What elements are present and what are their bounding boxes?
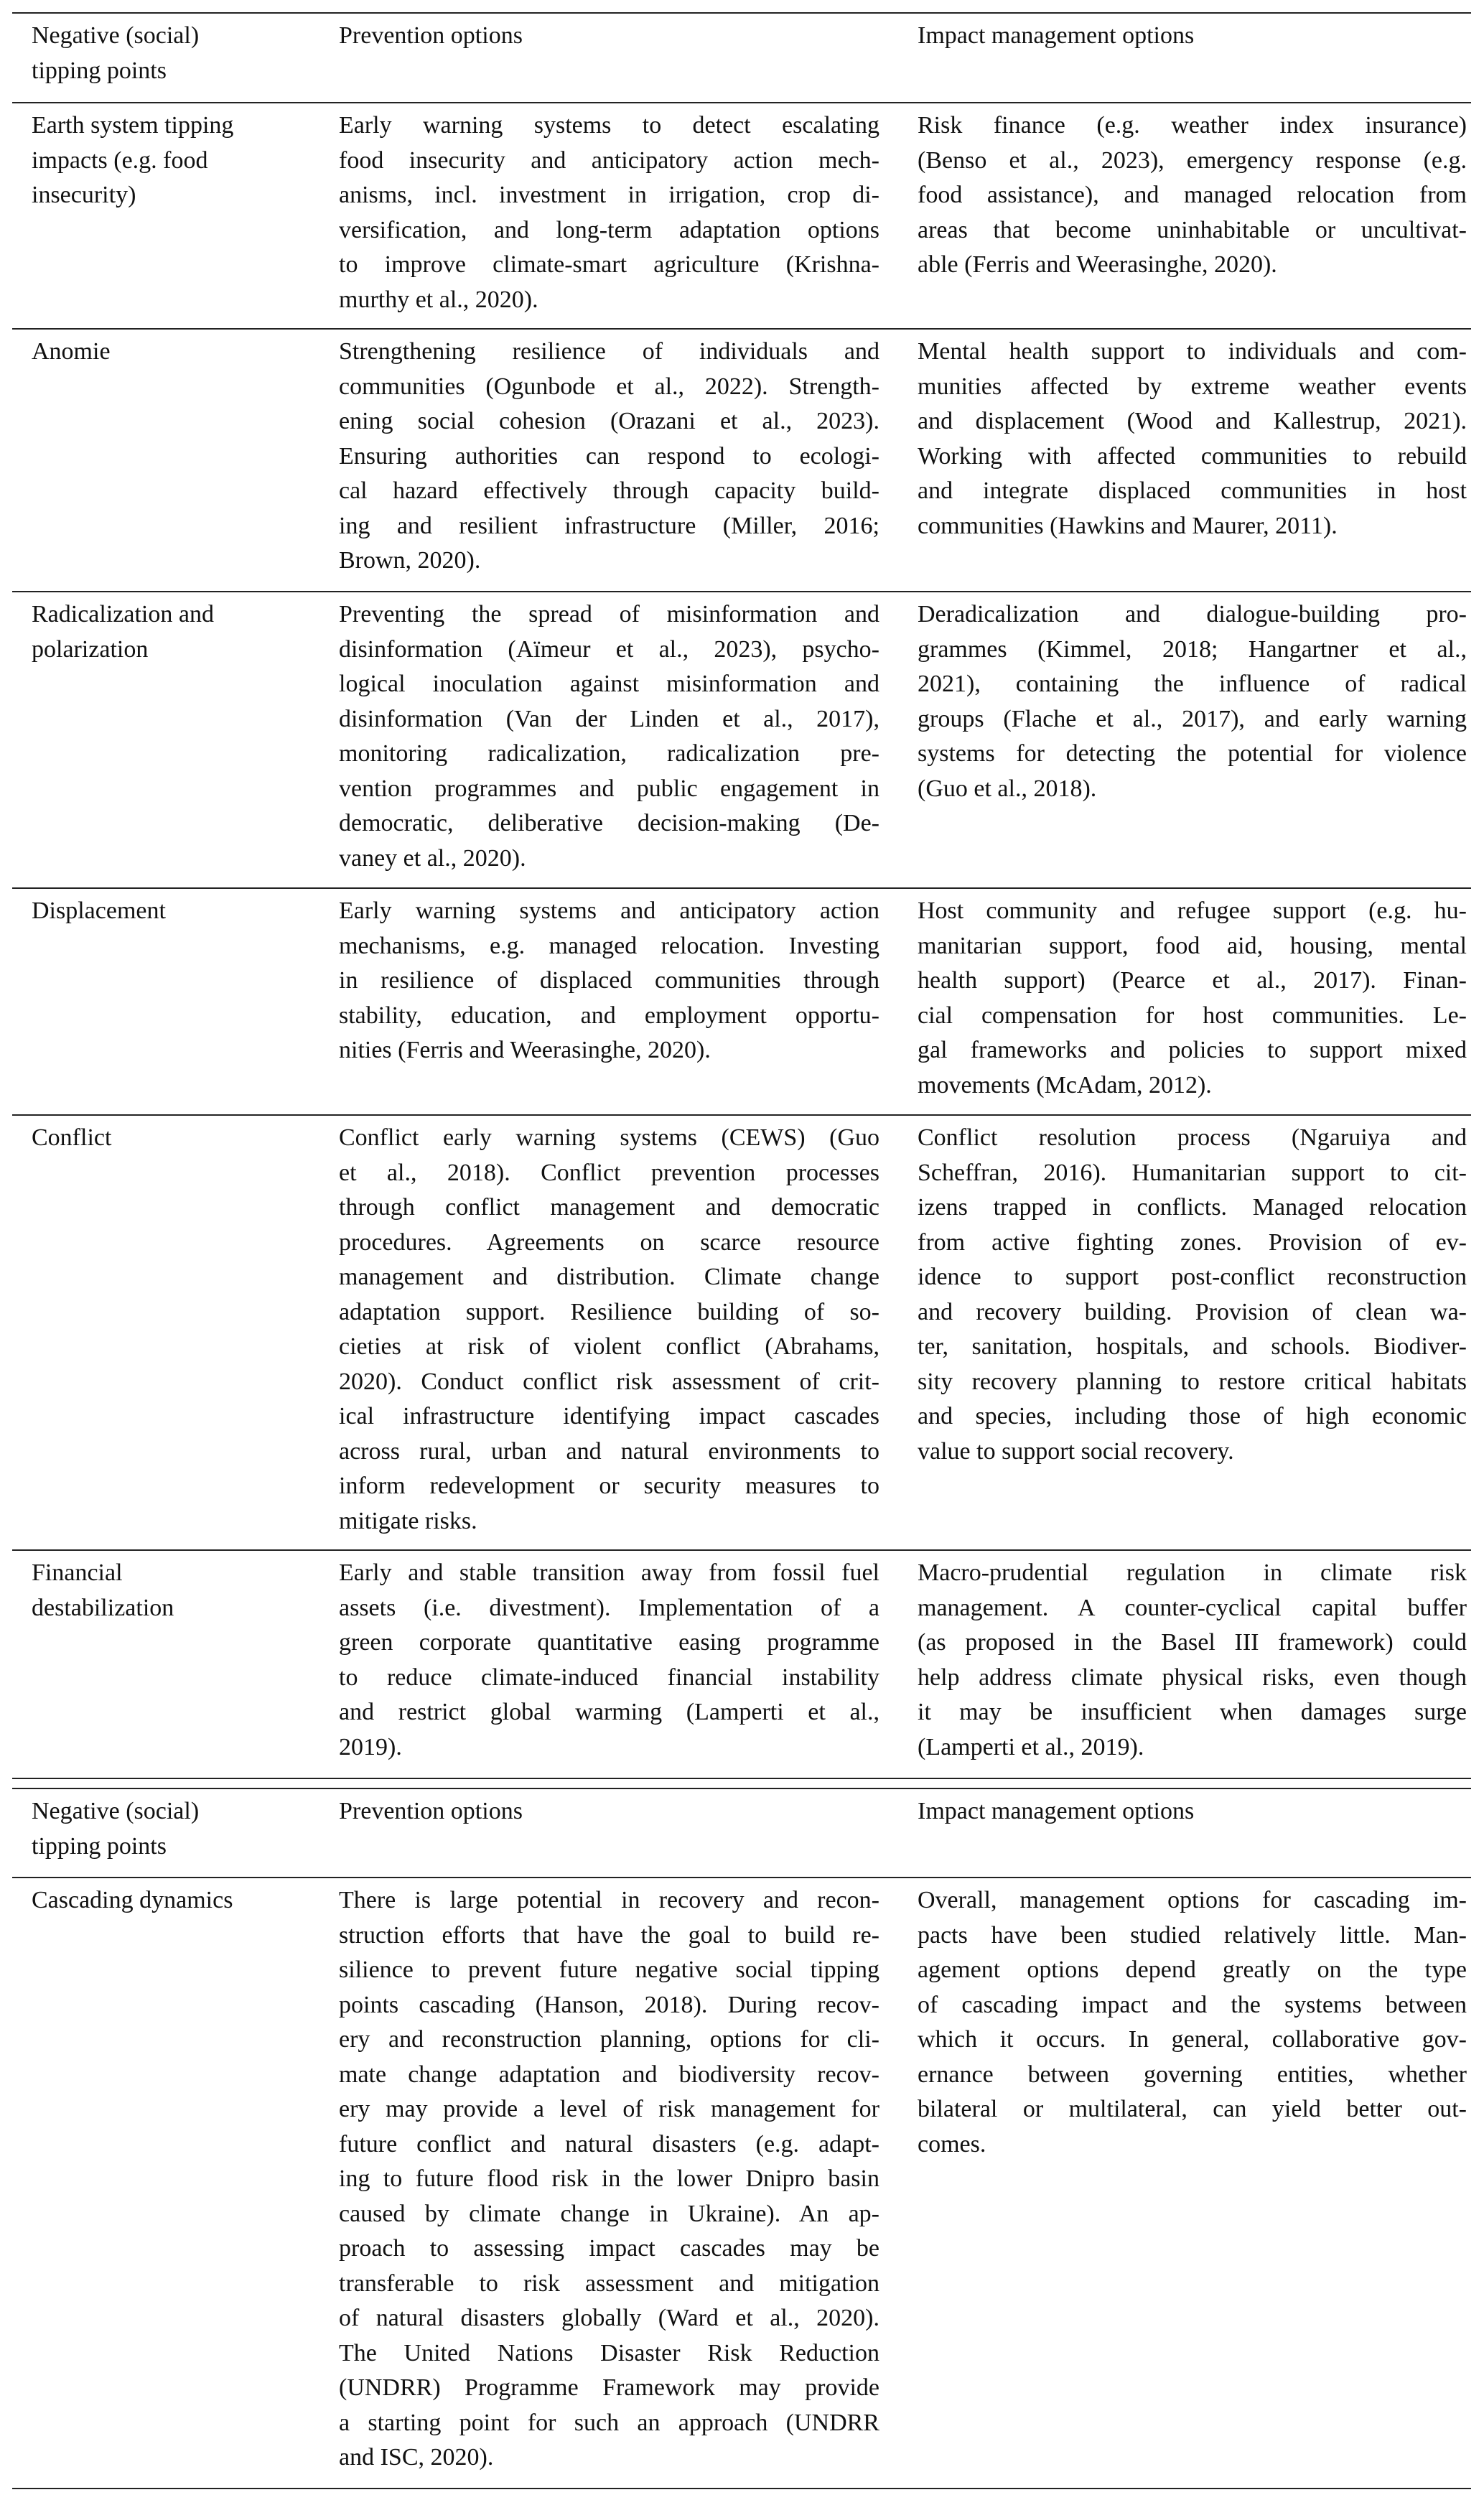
text-line: Radicalization and [32, 601, 214, 628]
header-row [12, 14, 1471, 102]
text-line: Ensuring authorities can respond to ecologi- [339, 442, 879, 470]
text-line: tipping points [32, 57, 167, 84]
text-line: monitoring radicalization, radicalization pre- [339, 740, 879, 767]
impact-management-cell [900, 1883, 1471, 2477]
header-impact-management-options [900, 19, 1471, 89]
text-line: and restrict global warming (Lamperti et al., [339, 1699, 879, 1725]
header-impact-management-options [900, 1794, 1471, 1864]
text-line: inform redevelopment or security measures to [339, 1473, 879, 1499]
text-line: tipping points [32, 1832, 167, 1860]
text-line: and recovery building. Provision of clean wa- [918, 1298, 1467, 1325]
text-line: Brown, 2020). [339, 547, 481, 574]
header-row [12, 1789, 1471, 1877]
text-line: movements (McAdam, 2012). [918, 1071, 1212, 1099]
text-line: Preventing the spread of misinformation and [339, 601, 879, 628]
text-line: polarization [32, 635, 149, 663]
text-line: insecurity) [32, 182, 136, 208]
text-line: There is large potential in recovery and recon- [339, 1887, 879, 1913]
tipping-point-cell [12, 1556, 330, 1767]
text-line: Host community and refugee support (e.g. hu- [918, 897, 1467, 924]
text-line: management. A counter-cyclical capital buffer [918, 1594, 1467, 1621]
prevention-cell [330, 1883, 900, 2477]
text-line: Early warning systems and anticipatory action [339, 897, 879, 924]
table-row-anomie [12, 330, 1471, 591]
text-line: Deradicalization and dialogue-building pro- [918, 601, 1467, 628]
text-line: ening social cohesion (Orazani et al., 2023). [339, 408, 879, 434]
text-line: and integrate displaced communities in host [918, 477, 1467, 504]
text-line: Macro-prudential regulation in climate risk [918, 1559, 1467, 1586]
text-line: assets (i.e. divestment). Implementation of a [339, 1594, 879, 1621]
text-line: Displacement [32, 897, 166, 924]
text-line: agement options depend greatly on the type [918, 1956, 1467, 1983]
impact-management-cell [900, 335, 1471, 580]
text-line: transferable to risk assessment and mitigation [339, 2270, 879, 2297]
text-line: cieties at risk of violent conflict (Abrahams, [339, 1333, 879, 1360]
text-line: sity recovery planning to restore critical habitats [918, 1368, 1467, 1395]
text-line: ery and reconstruction planning, options for cli- [339, 2026, 879, 2053]
text-line: pacts have been studied relatively little. Man- [918, 1921, 1467, 1949]
header-prevention-options [330, 19, 900, 89]
text-line: to improve climate-smart agriculture (Krishna- [339, 251, 879, 278]
text-line: in resilience of displaced communities through [339, 967, 879, 994]
text-line: 2020). Conduct conflict risk assessment of crit- [339, 1368, 879, 1395]
text-line: help address climate physical risks, even though [918, 1664, 1467, 1691]
text-line: caused by climate change in Ukraine). An ap- [339, 2200, 879, 2227]
text-line: cial compensation for host communities. Le- [918, 1002, 1467, 1029]
text-line: ing to future flood risk in the lower Dnipro basin [339, 2165, 879, 2192]
text-line: Earth system tipping [32, 112, 234, 139]
text-line: management and distribution. Climate change [339, 1264, 879, 1290]
prevention-cell [330, 108, 900, 317]
text-line: 2019). [339, 1733, 402, 1760]
text-line: value to support social recovery. [918, 1437, 1234, 1465]
text-line: Negative (social) [32, 1798, 200, 1824]
text-line: bilateral or multilateral, can yield better out- [918, 2096, 1467, 2122]
text-line: murthy et al., 2020). [339, 286, 538, 313]
text-line: (Lamperti et al., 2019). [918, 1733, 1144, 1760]
options-table-part-2 [12, 1788, 1471, 2489]
table-row-financial [12, 1551, 1471, 1778]
text-line: comes. [918, 2130, 986, 2158]
text-line: future conflict and natural disasters (e.g. adapt- [339, 2130, 879, 2158]
text-line: Cascading dynamics [32, 1887, 233, 1913]
text-line: and displacement (Wood and Kallestrup, 2021). [918, 408, 1467, 434]
header-prevention-options [330, 1794, 900, 1864]
text-line: to reduce climate-induced financial instability [339, 1664, 879, 1691]
table-row-cascading [12, 1878, 1471, 2488]
header-tipping-points [12, 1794, 330, 1864]
text-line: mate change adaptation and biodiversity recov- [339, 2061, 879, 2088]
text-line: (as proposed in the Basel III framework) could [918, 1629, 1467, 1656]
text-line: (Guo et al., 2018). [918, 775, 1097, 802]
text-line: points cascading (Hanson, 2018). During recov- [339, 1991, 879, 2018]
text-line: and ISC, 2020). [339, 2444, 494, 2471]
text-line: Anomie [32, 338, 111, 365]
impact-management-cell [900, 894, 1471, 1104]
text-line: silience to prevent future negative social tipping [339, 1956, 879, 1983]
text-line: munities affected by extreme weather events [918, 373, 1467, 400]
text-line: adaptation support. Resilience building of so- [339, 1298, 879, 1325]
text-line: (Benso et al., 2023), emergency response (e.g. [918, 146, 1467, 174]
text-line: ter, sanitation, hospitals, and schools. Biodiver- [918, 1333, 1467, 1360]
text-line: versification, and long-term adaptation options [339, 216, 879, 243]
text-line: vaney et al., 2020). [339, 844, 526, 872]
text-line: food assistance), and managed relocation from [918, 182, 1467, 208]
text-line: cal hazard effectively through capacity build- [339, 477, 879, 504]
text-line: which it occurs. In general, collaborative gov- [918, 2026, 1467, 2053]
tipping-point-cell [12, 1883, 330, 2477]
text-line: et al., 2018). Conflict prevention processes [339, 1159, 879, 1186]
text-line: anisms, incl. investment in irrigation, crop di- [339, 182, 879, 208]
text-line: Negative (social) [32, 22, 200, 49]
text-line: disinformation (Aïmeur et al., 2023), psycho- [339, 635, 879, 663]
text-line: and species, including those of high economic [918, 1403, 1467, 1429]
text-line: a starting point for such an approach (UNDRR [339, 2409, 879, 2436]
text-line: mechanisms, e.g. managed relocation. Investing [339, 932, 879, 959]
impact-management-cell [900, 597, 1471, 877]
text-line: groups (Flache et al., 2017), and early warning [918, 705, 1467, 732]
text-line: Early warning systems to detect escalating [339, 112, 879, 139]
text-line: Working with affected communities to rebuild [918, 442, 1467, 470]
text-line: Impact management options [918, 22, 1195, 49]
text-line: 2021), containing the influence of radical [918, 671, 1467, 697]
text-line: mitigate risks. [339, 1507, 477, 1534]
prevention-cell [330, 597, 900, 877]
text-line: ery may provide a level of risk management for [339, 2096, 879, 2122]
impact-management-cell [900, 1121, 1471, 1539]
text-line: Overall, management options for cascading im- [918, 1887, 1467, 1913]
text-line: food insecurity and anticipatory action mech- [339, 146, 879, 174]
text-line: Prevention options [339, 22, 523, 49]
text-line: disinformation (Van der Linden et al., 2017), [339, 705, 879, 732]
text-line: ical infrastructure identifying impact cascades [339, 1403, 879, 1429]
text-line: able (Ferris and Weerasinghe, 2020). [918, 251, 1277, 278]
impact-management-cell [900, 108, 1471, 317]
text-line: from active fighting zones. Provision of ev- [918, 1228, 1467, 1256]
text-line: procedures. Agreements on scarce resource [339, 1228, 879, 1256]
text-line: systems for detecting the potential for violence [918, 740, 1467, 767]
text-line: it may be insufficient when damages surge [918, 1699, 1467, 1725]
text-line: izens trapped in conflicts. Managed relocation [918, 1194, 1467, 1221]
header-tipping-points [12, 19, 330, 89]
bottom-rule [12, 1778, 1471, 1779]
bottom-rule [12, 2488, 1471, 2489]
text-line: Strengthening resilience of individuals and [339, 338, 879, 365]
text-line: of cascading impact and the systems between [918, 1991, 1467, 2018]
table-row-radicalization [12, 592, 1471, 887]
text-line: health support) (Pearce et al., 2017). Finan- [918, 967, 1467, 994]
text-line: ernance between governing entities, whether [918, 2061, 1467, 2088]
text-line: across rural, urban and natural environments to [339, 1437, 879, 1465]
text-line: Scheffran, 2016). Humanitarian support to cit- [918, 1159, 1467, 1186]
text-line: destabilization [32, 1594, 174, 1621]
prevention-cell [330, 894, 900, 1104]
text-line: Impact management options [918, 1798, 1195, 1824]
text-line: democratic, deliberative decision-making (De- [339, 810, 879, 836]
prevention-cell [330, 1556, 900, 1767]
text-line: areas that become uninhabitable or uncultivat- [918, 216, 1467, 243]
text-line: stability, education, and employment opportu- [339, 1002, 879, 1029]
text-line: Conflict resolution process (Ngaruiya and [918, 1124, 1467, 1151]
text-line: Prevention options [339, 1798, 523, 1824]
tipping-point-cell [12, 597, 330, 877]
table-row-displacement [12, 889, 1471, 1114]
text-line: ing and resilient infrastructure (Miller, 2016; [339, 512, 879, 539]
text-line: nities (Ferris and Weerasinghe, 2020). [339, 1037, 711, 1063]
text-line: communities (Ogunbode et al., 2022). Strength- [339, 373, 879, 400]
text-line: green corporate quantitative easing programme [339, 1629, 879, 1656]
text-line: idence to support post-conflict reconstruction [918, 1264, 1467, 1290]
text-line: The United Nations Disaster Risk Reduction [339, 2339, 879, 2366]
text-line: grammes (Kimmel, 2018; Hangartner et al., [918, 635, 1467, 663]
text-line: through conflict management and democratic [339, 1194, 879, 1221]
impact-management-cell [900, 1556, 1471, 1767]
text-line: Early and stable transition away from fossil fuel [339, 1559, 879, 1586]
text-line: impacts (e.g. food [32, 146, 208, 174]
text-line: (UNDRR) Programme Framework may provide [339, 2374, 879, 2401]
text-line: logical inoculation against misinformation and [339, 671, 879, 697]
text-line: Conflict early warning systems (CEWS) (Guo [339, 1124, 879, 1151]
prevention-cell [330, 335, 900, 580]
table-row-conflict [12, 1116, 1471, 1549]
text-line: proach to assessing impact cascades may be [339, 2235, 879, 2262]
text-line: gal frameworks and policies to support mixed [918, 1037, 1467, 1063]
prevention-cell [330, 1121, 900, 1539]
tipping-point-cell [12, 1121, 330, 1539]
text-line: Financial [32, 1559, 123, 1586]
text-line: communities (Hawkins and Maurer, 2011). [918, 512, 1338, 539]
tipping-point-cell [12, 894, 330, 1104]
text-line: Mental health support to individuals and com- [918, 338, 1467, 365]
text-line: of natural disasters globally (Ward et al., 2020). [339, 2305, 879, 2331]
tipping-point-cell [12, 108, 330, 317]
text-line: vention programmes and public engagement in [339, 775, 879, 802]
text-line: manitarian support, food aid, housing, mental [918, 932, 1467, 959]
text-line: Conflict [32, 1124, 112, 1151]
options-table-part-1 [12, 12, 1471, 1779]
table-row-earth-system [12, 103, 1471, 328]
text-line: struction efforts that have the goal to build re- [339, 1921, 879, 1949]
text-line: Risk finance (e.g. weather index insurance) [918, 112, 1467, 139]
tipping-point-cell [12, 335, 330, 580]
